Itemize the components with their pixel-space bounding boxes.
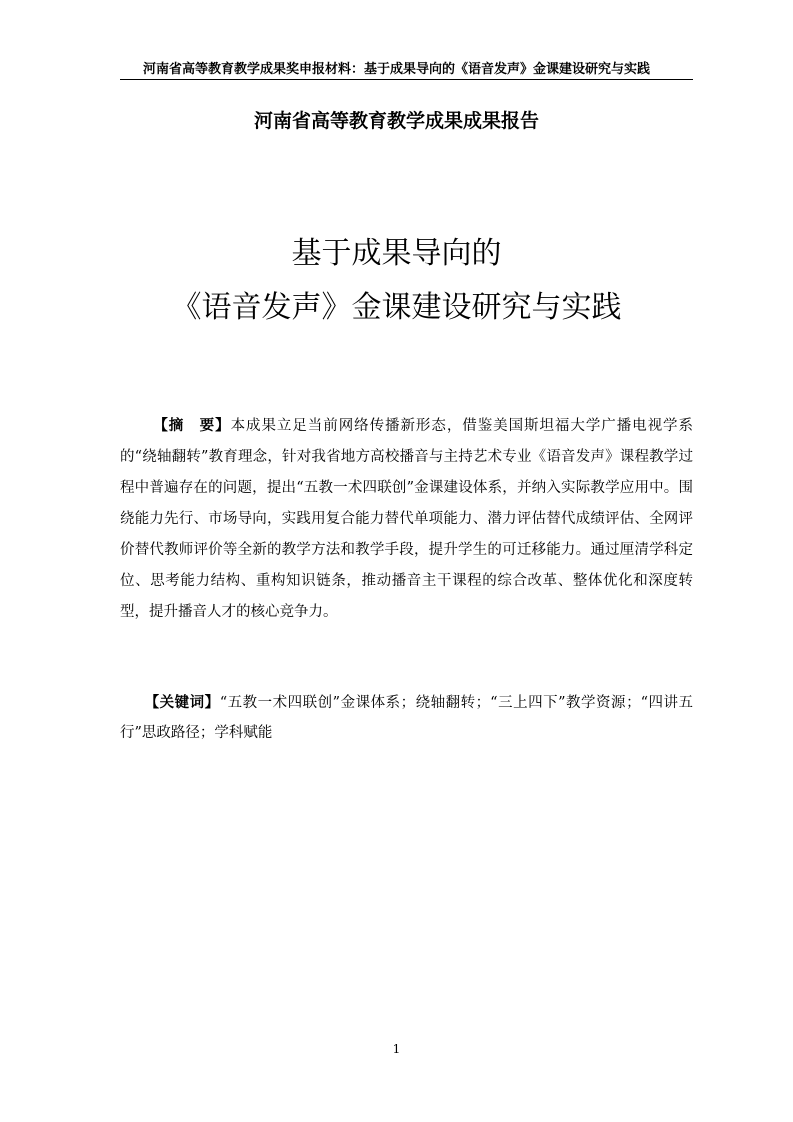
running-header: 河南省高等教育教学成果奖申报材料：基于成果导向的《语音发声》金课建设研究与实践	[142, 62, 650, 77]
abstract-label: 【摘 要】	[153, 417, 231, 434]
abstract-paragraph	[120, 410, 693, 628]
keywords-section	[120, 688, 693, 748]
abstract-text: 本成果立足当前网络传播新形态，借鉴美国斯坦福大学广播电视学系的“绕轴翻转”教育理念，针对我省地方高校播音与主持艺术专业《语音发声》课程教学过程中普遍存在的问题，提出“五教一术四联创”金课建设体系，并纳入实际教学应用中。围绕能力先行、市场导向，实践用复合能力替代单项能力、潜力评估替代成绩评估、全网评价替代教师评价等全新的教学方法和教学手段，提升学生的可迁移能力。通过厘清学科定位、思考能力结构、重构知识链条，推动播音主干课程的综合改革、整体优化和深度转型，提升播音人才的核心竞争力。	[120, 418, 694, 620]
keywords-paragraph	[120, 688, 693, 748]
page-number: 1	[392, 1042, 401, 1056]
main-title-line-2: 《语音发声》金课建设研究与实践	[171, 290, 622, 325]
header-rule	[120, 79, 693, 80]
abstract-section	[120, 410, 693, 628]
main-title-line-1: 基于成果导向的	[291, 236, 502, 271]
report-title: 河南省高等教育教学成果成果报告	[253, 110, 539, 132]
keywords-label: 【关键词】	[144, 694, 220, 711]
keywords-text: “五教一术四联创”金课体系；绕轴翻转；“三上四下”教学资源；“四讲五行”思政路径；学科赋能	[120, 695, 694, 741]
